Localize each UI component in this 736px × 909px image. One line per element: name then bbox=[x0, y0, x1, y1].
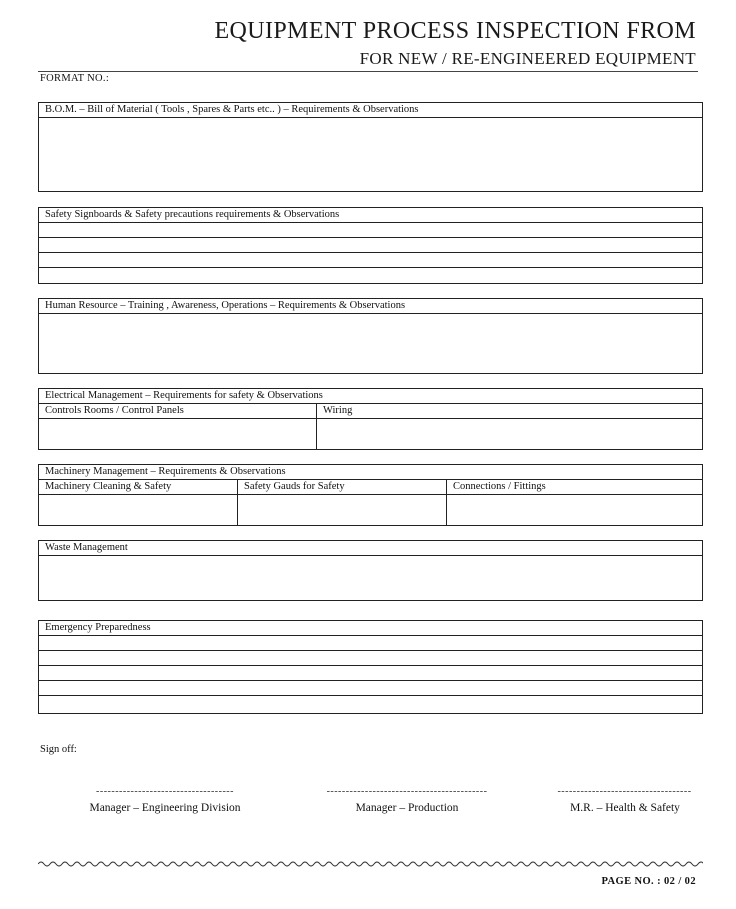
form-title: EQUIPMENT PROCESS INSPECTION FROM bbox=[214, 18, 696, 44]
machinery-cleaning-column bbox=[39, 480, 238, 526]
signature-production-manager: Manager – Production bbox=[355, 802, 459, 814]
header-divider bbox=[38, 71, 698, 72]
connections-label: Connections / Fittings bbox=[447, 480, 702, 495]
connections-column bbox=[447, 480, 702, 526]
machinery-heading: Machinery Management – Requirements & Observations bbox=[39, 465, 702, 480]
machinery-cleaning-label: Machinery Cleaning & Safety bbox=[39, 480, 237, 495]
signoff-label: Sign off: bbox=[40, 744, 77, 755]
emergency-line-1[interactable] bbox=[39, 636, 702, 651]
safety-heading: Safety Signboards & Safety precautions requirements & Observations bbox=[39, 208, 702, 223]
connections-field[interactable] bbox=[447, 495, 702, 526]
emergency-heading: Emergency Preparedness bbox=[39, 621, 702, 636]
waste-section bbox=[38, 540, 703, 601]
bom-section bbox=[38, 102, 703, 192]
emergency-line-3[interactable] bbox=[39, 666, 702, 681]
safety-line-4[interactable] bbox=[39, 268, 702, 282]
signature-line-production[interactable]: ------------------------------------------ bbox=[326, 786, 488, 797]
form-subtitle: FOR NEW / RE-ENGINEERED EQUIPMENT bbox=[359, 49, 696, 68]
machinery-section bbox=[38, 464, 703, 526]
waste-heading: Waste Management bbox=[39, 541, 702, 556]
controls-rooms-label: Controls Rooms / Control Panels bbox=[39, 404, 316, 419]
electrical-wiring-column bbox=[317, 404, 702, 450]
format-number-label: FORMAT NO.: bbox=[40, 73, 110, 84]
safety-gauds-field[interactable] bbox=[238, 495, 446, 526]
emergency-section bbox=[38, 620, 703, 714]
safety-gauds-column bbox=[238, 480, 447, 526]
signature-mr-health-safety: M.R. – Health & Safety bbox=[570, 802, 680, 814]
electrical-heading: Electrical Management – Requirements for safety & Observations bbox=[39, 389, 702, 404]
emergency-line-2[interactable] bbox=[39, 651, 702, 666]
human-resource-heading: Human Resource – Training , Awareness, Operations – Requirements & Observations bbox=[39, 299, 702, 314]
wiring-field[interactable] bbox=[317, 419, 702, 450]
safety-line-2[interactable] bbox=[39, 238, 702, 253]
electrical-section bbox=[38, 388, 703, 450]
signature-line-engineering[interactable]: ------------------------------------ bbox=[96, 786, 234, 797]
electrical-controls-column bbox=[39, 404, 317, 450]
human-resource-section bbox=[38, 298, 703, 374]
controls-rooms-field[interactable] bbox=[39, 419, 316, 450]
wiring-label: Wiring bbox=[317, 404, 702, 419]
bom-heading: B.O.M. – Bill of Material ( Tools , Spares & Parts etc.. ) – Requirements & Observations bbox=[39, 103, 702, 118]
emergency-line-5[interactable] bbox=[39, 696, 702, 710]
emergency-line-4[interactable] bbox=[39, 681, 702, 696]
page-number: PAGE NO. : 02 / 02 bbox=[601, 876, 696, 887]
machinery-cleaning-field[interactable] bbox=[39, 495, 237, 526]
signature-engineering-manager: Manager – Engineering Division bbox=[89, 802, 241, 814]
safety-line-1[interactable] bbox=[39, 223, 702, 238]
human-resource-observation-area[interactable] bbox=[39, 314, 702, 374]
signature-line-health-safety[interactable]: ----------------------------------- bbox=[557, 786, 692, 797]
bom-observation-area[interactable] bbox=[39, 118, 702, 192]
footer-wavy-divider bbox=[38, 858, 703, 870]
safety-gauds-label: Safety Gauds for Safety bbox=[238, 480, 446, 495]
safety-line-3[interactable] bbox=[39, 253, 702, 268]
waste-observation-area[interactable] bbox=[39, 556, 702, 601]
safety-section bbox=[38, 207, 703, 284]
